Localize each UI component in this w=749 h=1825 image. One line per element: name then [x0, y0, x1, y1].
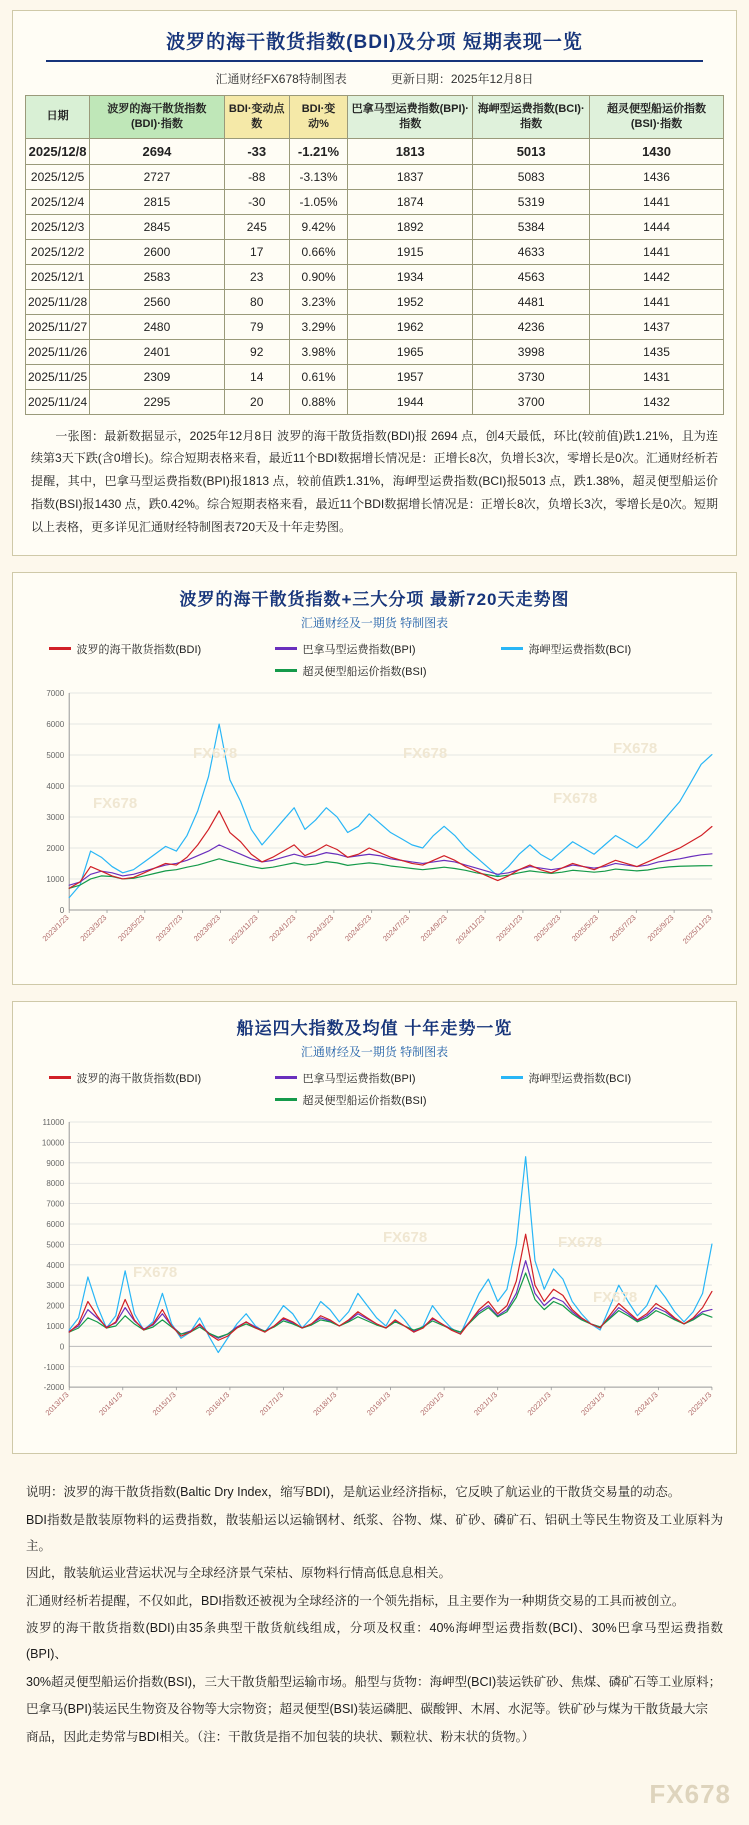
footer-line-1: 说明：波罗的海干散货指数(Baltic Dry Index，缩写BDI)，是航运业经济指标，它反映了航运业的干散货交易量的动态。: [26, 1485, 681, 1500]
chart-720d-title: 波罗的海干散货指数+三大分项 最新720天走势图: [179, 589, 570, 609]
table-row: [26, 239, 724, 264]
table-body: [26, 138, 724, 414]
cell-bsi: 1441: [590, 189, 724, 214]
svg-text:2025/1/3: 2025/1/3: [686, 1390, 714, 1418]
footer-watermark: FX678: [649, 1778, 731, 1809]
svg-text:2016/1/3: 2016/1/3: [204, 1390, 232, 1418]
cell-change-points: -33: [224, 138, 289, 164]
cell-bdi: 2309: [90, 364, 225, 389]
cell-bsi: 1444: [590, 214, 724, 239]
cell-bdi: 2583: [90, 264, 225, 289]
chart-10y-svg: [23, 1114, 726, 1445]
watermark-10y-2: FX678: [383, 1228, 428, 1246]
legend-swatch-bci: [501, 647, 523, 650]
cell-date: 2025/11/27: [26, 314, 90, 339]
chart-10y-panel: [12, 1001, 737, 1454]
svg-text:2025/11/23: 2025/11/23: [680, 912, 714, 946]
cell-bsi: 1431: [590, 364, 724, 389]
bdi-table: [25, 95, 724, 415]
watermark-10y-4: FX678: [593, 1288, 638, 1306]
svg-text:2023/3/23: 2023/3/23: [78, 912, 109, 943]
legend-label-bsi: 超灵便型船运价指数(BSI): [302, 665, 427, 678]
cell-change-points: -30: [224, 189, 289, 214]
svg-text:7000: 7000: [46, 1199, 65, 1209]
svg-text:7000: 7000: [46, 688, 65, 698]
svg-text:2000: 2000: [46, 843, 65, 853]
cell-bdi: 2845: [90, 214, 225, 239]
cell-change-pct: 0.66%: [289, 239, 347, 264]
watermark-4: FX678: [553, 789, 598, 807]
cell-date: 2025/12/5: [26, 164, 90, 189]
cell-change-points: 17: [224, 239, 289, 264]
footer-line-2: BDI指数是散装原物料的运费指数，散装船运以运输钢材、纸浆、谷物、煤、矿砂、磷矿石、铝矾土等民生物资及工业原料为主。: [26, 1512, 723, 1553]
svg-text:2015/1/3: 2015/1/3: [150, 1390, 178, 1418]
panel1-source: 汇通财经FX678特制图表: [215, 72, 347, 86]
svg-text:0: 0: [59, 905, 65, 915]
cell-change-points: -88: [224, 164, 289, 189]
cell-change-pct: 3.23%: [289, 289, 347, 314]
cell-date: 2025/11/28: [26, 289, 90, 314]
svg-text:2023/5/23: 2023/5/23: [116, 912, 147, 943]
legend-label-bpi-10y: 巴拿马型运费指数(BPI): [302, 1072, 416, 1085]
svg-text:5000: 5000: [46, 1240, 65, 1250]
footer-line-7: 巴拿马(BPI)装运民生物资及谷物等大宗物资；超灵便型(BSI)装运磷肥、碳酸钾、木屑、水泥等。铁矿砂与煤为干散货最大宗: [26, 1702, 708, 1717]
cell-change-points: 79: [224, 314, 289, 339]
watermark-10y-3: FX678: [558, 1233, 603, 1251]
svg-text:2024/11/23: 2024/11/23: [453, 912, 487, 946]
svg-text:2024/1/3: 2024/1/3: [632, 1390, 660, 1418]
cell-bdi: 2815: [90, 189, 225, 214]
svg-text:2023/1/3: 2023/1/3: [579, 1390, 607, 1418]
svg-text:2025/3/23: 2025/3/23: [532, 912, 563, 943]
svg-text:3000: 3000: [46, 812, 65, 822]
legend-item-bpi: [275, 641, 475, 657]
legend-item-bci: [501, 641, 701, 657]
legend-label-bpi: 巴拿马型运费指数(BPI): [302, 643, 416, 656]
cell-bpi: 1915: [348, 239, 473, 264]
legend-swatch-bdi: [49, 647, 71, 650]
cell-change-points: 92: [224, 339, 289, 364]
cell-bci: 4236: [473, 314, 590, 339]
cell-change-pct: 0.90%: [289, 264, 347, 289]
col-bdi-change-points: BDI·变动点数: [224, 96, 289, 139]
footer-line-5: 波罗的海干散货指数(BDI)由35条典型干散货航线组成，分项及权重：40%海岬型运费指数(BCI)、30%巴拿马型运费指数(BPI)、: [26, 1621, 723, 1662]
cell-bsi: 1435: [590, 339, 724, 364]
bdi-table-panel: [12, 10, 737, 556]
svg-text:1000: 1000: [46, 1321, 65, 1331]
cell-change-points: 20: [224, 389, 289, 414]
title-divider: [46, 60, 703, 62]
chart-720d-legend: [13, 637, 736, 685]
table-row: [26, 314, 724, 339]
svg-text:10000: 10000: [41, 1138, 65, 1148]
svg-text:2025/1/23: 2025/1/23: [494, 912, 525, 943]
table-row: [26, 189, 724, 214]
cell-date: 2025/11/25: [26, 364, 90, 389]
chart-10y-title: 船运四大指数及均值 十年走势一览: [236, 1018, 513, 1038]
svg-text:2023/1/23: 2023/1/23: [40, 912, 71, 943]
col-bdi-change-pct: BDI·变动%: [289, 96, 347, 139]
table-header-row: [26, 96, 724, 139]
legend-label-bci-10y: 海岬型运费指数(BCI): [528, 1072, 632, 1085]
cell-bdi: 2600: [90, 239, 225, 264]
svg-text:5000: 5000: [46, 750, 65, 760]
cell-bpi: 1965: [348, 339, 473, 364]
cell-change-pct: -1.21%: [289, 138, 347, 164]
legend-label-bdi: 波罗的海干散货指数(BDI): [76, 643, 202, 656]
svg-text:3000: 3000: [46, 1281, 65, 1291]
svg-text:2024/1/23: 2024/1/23: [267, 912, 298, 943]
watermark-10y-1: FX678: [133, 1263, 178, 1281]
svg-text:1000: 1000: [46, 874, 65, 884]
legend-item-bpi-10y: [275, 1070, 475, 1086]
svg-text:4000: 4000: [46, 781, 65, 791]
cell-change-pct: -1.05%: [289, 189, 347, 214]
svg-text:2024/7/23: 2024/7/23: [380, 912, 411, 943]
cell-change-points: 23: [224, 264, 289, 289]
svg-text:2014/1/3: 2014/1/3: [97, 1390, 125, 1418]
table-row: [26, 289, 724, 314]
svg-text:2000: 2000: [46, 1301, 65, 1311]
cell-bpi: 1957: [348, 364, 473, 389]
legend-swatch-bsi: [275, 669, 297, 672]
svg-text:-2000: -2000: [43, 1383, 65, 1393]
legend-item-bdi: [49, 641, 249, 657]
cell-bci: 4633: [473, 239, 590, 264]
cell-bci: 4481: [473, 289, 590, 314]
panel1-update-date: 更新日期：2025年12月8日: [390, 72, 534, 86]
col-bsi: 超灵便型船运价指数(BSI)·指数: [590, 96, 724, 139]
watermark-5: FX678: [613, 739, 658, 757]
cell-bdi: 2295: [90, 389, 225, 414]
svg-text:4000: 4000: [46, 1260, 65, 1270]
footer-line-3: 因此，散装航运业营运状况与全球经济景气荣枯、原物料行情高低息息相关。: [26, 1566, 452, 1581]
cell-change-points: 80: [224, 289, 289, 314]
footer-line-4: 汇通财经析若提醒，不仅如此，BDI指数还被视为全球经济的一个领先指标，且主要作为一种期货交易的工具而被创立。: [26, 1593, 685, 1608]
svg-text:2025/9/23: 2025/9/23: [645, 912, 676, 943]
table-row: [26, 364, 724, 389]
cell-bci: 5083: [473, 164, 590, 189]
chart-10y-plot-area: [13, 1114, 736, 1453]
cell-bsi: 1430: [590, 138, 724, 164]
cell-change-pct: 3.29%: [289, 314, 347, 339]
cell-change-pct: 0.61%: [289, 364, 347, 389]
cell-bpi: 1962: [348, 314, 473, 339]
svg-text:-1000: -1000: [43, 1362, 65, 1372]
svg-text:0: 0: [59, 1342, 65, 1352]
cell-bci: 4563: [473, 264, 590, 289]
cell-bsi: 1441: [590, 289, 724, 314]
svg-text:2023/7/23: 2023/7/23: [154, 912, 185, 943]
table-row: [26, 138, 724, 164]
cell-bdi: 2401: [90, 339, 225, 364]
cell-bdi: 2480: [90, 314, 225, 339]
table-row: [26, 389, 724, 414]
panel1-note: 一张图：最新数据显示，2025年12月8日 波罗的海干散货指数(BDI)报 2694 点，创4天最低，环比(较前值)跌1.21%，且为连续第3天下跌(含0增长)。综合短期表格来看，最近11个BDI数据增长情况是：正增长8次，负增长3次，零增长是0次。汇通财经析若提醒，其中，巴拿马型运费指数(BPI)报1813 点，较前值跌1.31%，海岬型运费指数(BCI)报5013 点，跌1.38%，超灵便型船运价指数(BSI)报1430 点，跌0.42%。综合短期表格来看，最近11个BDI数据增长情况是：正增长8次，负增长3次，零增长是0次。短期以上表格，更多详见汇通财经特制图表720天及十年走势图。: [31, 428, 718, 534]
cell-date: 2025/12/2: [26, 239, 90, 264]
cell-bsi: 1432: [590, 389, 724, 414]
legend-swatch-bpi-10y: [275, 1076, 297, 1079]
watermark-3: FX678: [403, 744, 448, 762]
cell-change-pct: 3.98%: [289, 339, 347, 364]
legend-swatch-bsi-10y: [275, 1098, 297, 1101]
cell-bpi: 1874: [348, 189, 473, 214]
col-bpi: 巴拿马型运费指数(BPI)·指数: [348, 96, 473, 139]
svg-text:2025/5/23: 2025/5/23: [569, 912, 600, 943]
legend-label-bci: 海岬型运费指数(BCI): [528, 643, 632, 656]
cell-bci: 3998: [473, 339, 590, 364]
svg-text:2018/1/3: 2018/1/3: [311, 1390, 339, 1418]
cell-bci: 5013: [473, 138, 590, 164]
svg-text:2020/1/3: 2020/1/3: [418, 1390, 446, 1418]
legend-item-bsi-10y: [275, 1092, 475, 1108]
legend-label-bsi-10y: 超灵便型船运价指数(BSI): [302, 1094, 427, 1107]
watermark-2: FX678: [93, 794, 138, 812]
col-bci: 海岬型运费指数(BCI)·指数: [473, 96, 590, 139]
cell-bsi: 1437: [590, 314, 724, 339]
cell-date: 2025/11/26: [26, 339, 90, 364]
legend-label-bdi-10y: 波罗的海干散货指数(BDI): [76, 1072, 202, 1085]
chart-720d-svg: [23, 685, 726, 976]
cell-bpi: 1952: [348, 289, 473, 314]
cell-change-pct: 9.42%: [289, 214, 347, 239]
svg-text:9000: 9000: [46, 1158, 65, 1168]
chart-720d-subtitle: 汇通财经及一期货 特制图表: [300, 615, 449, 630]
cell-bci: 5384: [473, 214, 590, 239]
svg-text:2023/9/23: 2023/9/23: [191, 912, 222, 943]
svg-text:6000: 6000: [46, 719, 65, 729]
cell-bpi: 1944: [348, 389, 473, 414]
chart-10y-subtitle: 汇通财经及一期货 特制图表: [300, 1044, 449, 1059]
cell-date: 2025/12/4: [26, 189, 90, 214]
cell-bsi: 1436: [590, 164, 724, 189]
svg-text:6000: 6000: [46, 1219, 65, 1229]
chart-720d-panel: [12, 572, 737, 985]
svg-text:2024/9/23: 2024/9/23: [418, 912, 449, 943]
watermark-1: FX678: [193, 744, 238, 762]
svg-text:2024/3/23: 2024/3/23: [305, 912, 336, 943]
legend-item-bci-10y: [501, 1070, 701, 1086]
table-row: [26, 339, 724, 364]
svg-text:2021/1/3: 2021/1/3: [472, 1390, 500, 1418]
cell-bci: 3730: [473, 364, 590, 389]
footer-line-8: 商品，因此走势常与BDI相关。（注：干散货是指不加包装的块状、颗粒状、粉末状的货物。）: [26, 1729, 535, 1744]
cell-bdi: 2694: [90, 138, 225, 164]
legend-swatch-bpi: [275, 647, 297, 650]
chart-10y-legend: [13, 1066, 736, 1114]
svg-text:2022/1/3: 2022/1/3: [525, 1390, 553, 1418]
legend-item-bsi: [275, 663, 475, 679]
svg-text:2013/1/3: 2013/1/3: [43, 1390, 71, 1418]
cell-bpi: 1934: [348, 264, 473, 289]
cell-bpi: 1892: [348, 214, 473, 239]
cell-change-points: 245: [224, 214, 289, 239]
cell-date: 2025/12/8: [26, 138, 90, 164]
svg-text:2025/7/23: 2025/7/23: [607, 912, 638, 943]
cell-bdi: 2727: [90, 164, 225, 189]
svg-text:2019/1/3: 2019/1/3: [364, 1390, 392, 1418]
legend-swatch-bdi-10y: [49, 1076, 71, 1079]
col-date: 日期: [26, 96, 90, 139]
footer-line-6: 30%超灵便型船运价指数(BSI)，三大干散货船型运输市场。船型与货物：海岬型(BCI)装运铁矿砂、焦煤、磷矿石等工业原料；: [26, 1674, 722, 1689]
svg-text:2023/11/23: 2023/11/23: [227, 912, 260, 946]
svg-text:2024/5/23: 2024/5/23: [343, 912, 374, 943]
legend-swatch-bci-10y: [501, 1076, 523, 1079]
legend-item-bdi-10y: [49, 1070, 249, 1086]
svg-text:2017/1/3: 2017/1/3: [257, 1390, 285, 1418]
cell-bpi: 1837: [348, 164, 473, 189]
table-row: [26, 264, 724, 289]
svg-text:11000: 11000: [42, 1117, 65, 1127]
svg-text:8000: 8000: [46, 1179, 65, 1189]
footer-explanation: [12, 1470, 737, 1778]
cell-bsi: 1441: [590, 239, 724, 264]
cell-bpi: 1813: [348, 138, 473, 164]
panel1-title: 波罗的海干散货指数(BDI)及分项 短期表现一览: [166, 32, 583, 53]
cell-date: 2025/11/24: [26, 389, 90, 414]
table-row: [26, 164, 724, 189]
cell-change-pct: 0.88%: [289, 389, 347, 414]
cell-bci: 3700: [473, 389, 590, 414]
col-bdi: 波罗的海干散货指数(BDI)·指数: [90, 96, 225, 139]
table-row: [26, 214, 724, 239]
cell-bdi: 2560: [90, 289, 225, 314]
chart-720d-plot-area: [13, 685, 736, 984]
cell-date: 2025/12/3: [26, 214, 90, 239]
cell-bsi: 1442: [590, 264, 724, 289]
cell-bci: 5319: [473, 189, 590, 214]
cell-change-points: 14: [224, 364, 289, 389]
cell-date: 2025/12/1: [26, 264, 90, 289]
cell-change-pct: -3.13%: [289, 164, 347, 189]
